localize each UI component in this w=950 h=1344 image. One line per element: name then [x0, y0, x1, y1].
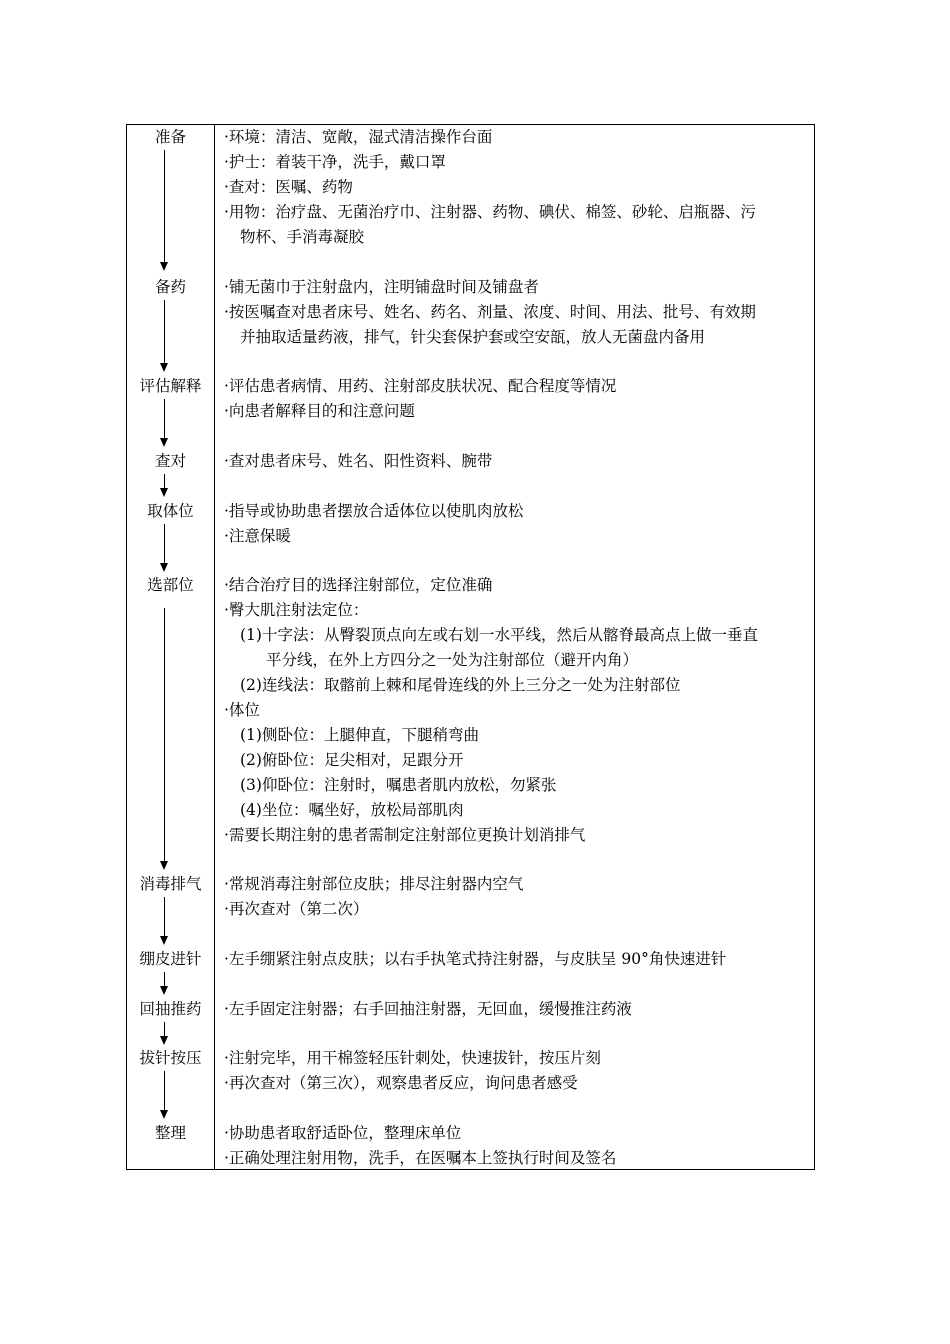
step-label-insert: 绷皮进针 — [139, 950, 202, 968]
step-label-prepare: 准备 — [154, 128, 186, 146]
step-label-site: 选部位 — [147, 576, 194, 594]
detail-line: (1)侧卧位：上腿伸直，下腿稍弯曲 — [240, 726, 479, 744]
flow-arrow-8 — [164, 972, 165, 986]
flow-arrow-head-10 — [160, 1110, 168, 1119]
flow-arrow-head-6 — [160, 861, 168, 870]
detail-line: ·查对患者床号、姓名、阳性资料、腕带 — [224, 452, 493, 470]
detail-line: ·结合治疗目的选择注射部位，定位准确 — [224, 576, 493, 594]
detail-line: ·铺无菌巾于注射盘内，注明铺盘时间及铺盘者 — [224, 278, 539, 296]
flow-arrow-6 — [164, 608, 165, 861]
detail-line: ·评估患者病情、用药、注射部皮肤状况、配合程度等情况 — [224, 377, 617, 395]
flow-arrow-head-4 — [160, 488, 168, 497]
detail-line: ·左手固定注射器；右手回抽注射器，无回血，缓慢推注药液 — [224, 1000, 632, 1018]
detail-line: (2)连线法：取髂前上棘和尾骨连线的外上三分之一处为注射部位 — [240, 676, 681, 694]
flow-arrow-9 — [164, 1022, 165, 1036]
flow-arrow-head-7 — [160, 936, 168, 945]
detail-line: ·正确处理注射用物，洗手，在医嘱本上签执行时间及签名 — [224, 1149, 617, 1167]
flow-arrow-3 — [164, 399, 165, 438]
step-label-disinfect: 消毒排气 — [139, 875, 202, 893]
flow-arrow-1 — [164, 150, 165, 262]
column-divider — [214, 124, 215, 1170]
flow-arrow-head-3 — [160, 438, 168, 447]
step-label-inject: 回抽推药 — [139, 1000, 202, 1018]
detail-line: ·再次查对（第二次） — [224, 900, 369, 918]
step-label-check: 查对 — [154, 452, 186, 470]
detail-line: ·左手绷紧注射点皮肤；以右手执笔式持注射器，与皮肤呈 90°角快速进针 — [224, 950, 727, 968]
detail-line: ·需要长期注射的患者需制定注射部位更换计划消排气 — [224, 826, 586, 844]
flow-arrow-head-5 — [160, 563, 168, 572]
detail-line: ·护士：着装干净，洗手，戴口罩 — [224, 153, 446, 171]
detail-line: (3)仰卧位：注射时，嘱患者肌内放松，勿紧张 — [240, 776, 557, 794]
step-label-position: 取体位 — [147, 502, 194, 520]
detail-line: ·臀大肌注射法定位： — [224, 601, 369, 619]
detail-line: ·体位 — [224, 701, 260, 719]
detail-line: (2)俯卧位：足尖相对，足跟分开 — [240, 751, 464, 769]
detail-line: ·按医嘱查对患者床号、姓名、药名、剂量、浓度、时间、用法、批号、有效期 — [224, 303, 756, 321]
flow-arrow-7 — [164, 897, 165, 936]
flow-arrow-2 — [164, 300, 165, 363]
detail-line: ·注射完毕，用干棉签轻压针刺处，快速拔针，按压片刻 — [224, 1049, 601, 1067]
detail-line: 平分线，在外上方四分之一处为注射部位（避开内角） — [266, 651, 639, 669]
flow-arrow-4 — [164, 474, 165, 488]
step-label-finish: 整理 — [154, 1124, 186, 1142]
detail-line: 并抽取适量药液，排气，针尖套保护套或空安瓿，放人无菌盘内备用 — [240, 328, 706, 346]
detail-line: ·常规消毒注射部位皮肤；排尽注射器内空气 — [224, 875, 524, 893]
flow-arrow-5 — [164, 524, 165, 563]
step-label-assess: 评估解释 — [139, 377, 202, 395]
flow-arrow-head-1 — [160, 262, 168, 271]
flow-arrow-head-9 — [160, 1036, 168, 1045]
detail-line: ·用物：治疗盘、无菌治疗巾、注射器、药物、碘伏、棉签、砂轮、启瓶器、污 — [224, 203, 756, 221]
detail-line: ·协助患者取舒适卧位，整理床单位 — [224, 1124, 462, 1142]
flow-arrow-head-8 — [160, 986, 168, 995]
detail-line: 物杯、手消毒凝胶 — [240, 228, 365, 246]
detail-line: (4)坐位：嘱坐好，放松局部肌肉 — [240, 801, 464, 819]
detail-line: (1)十字法：从臀裂顶点向左或右划一水平线，然后从髂脊最高点上做一垂直 — [240, 626, 758, 644]
detail-line: ·环境：清洁、宽敞，湿式清洁操作台面 — [224, 128, 493, 146]
flow-arrow-10 — [164, 1071, 165, 1110]
detail-line: ·注意保暖 — [224, 527, 291, 545]
flow-arrow-head-2 — [160, 363, 168, 372]
detail-line: ·指导或协助患者摆放合适体位以使肌肉放松 — [224, 502, 524, 520]
detail-line: ·向患者解释目的和注意问题 — [224, 402, 415, 420]
step-label-withdraw: 拔针按压 — [139, 1049, 202, 1067]
step-label-medication: 备药 — [154, 278, 186, 296]
detail-line: ·再次查对（第三次），观察患者反应，询问患者感受 — [224, 1074, 578, 1092]
detail-line: ·查对：医嘱、药物 — [224, 178, 353, 196]
